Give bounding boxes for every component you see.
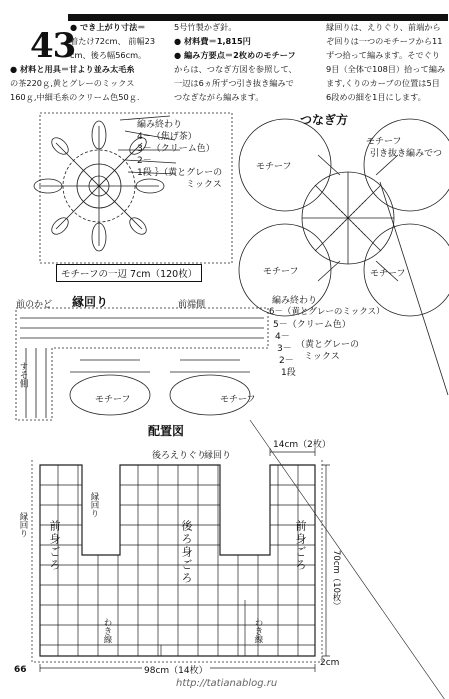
- edging-front-edge: 前端側: [178, 300, 206, 310]
- joining-motif-label: モチーフ: [256, 162, 292, 172]
- edging-legend-round6: 6－（黄とグレーのミックス）: [269, 307, 385, 317]
- edging-legend-mix: （黄とグレーの: [296, 340, 360, 350]
- motif-caption: モチーフの一辺 7cm（120枚）: [56, 264, 202, 282]
- edging-legend-round3: 3－: [277, 344, 292, 354]
- edging-legend-round2: 2－: [279, 356, 294, 366]
- layout-neckline: 後ろえりぐり: [152, 451, 207, 461]
- spec-line: ずつ拾って編みます。そでぐり: [326, 50, 440, 60]
- layout-side-seam-right: わき線: [253, 618, 263, 644]
- edging-legend-round5: 5－（クリーム色）: [273, 320, 351, 330]
- spec-line: ぞ回りは一つのモチーフから11: [326, 36, 443, 46]
- joining-title: つなぎ方: [300, 113, 349, 127]
- layout-left-front: 前身ごろ: [48, 520, 61, 572]
- spec-line: 縁回りは、えりぐり、前端から: [326, 22, 441, 32]
- watermark: http://tatianablog.ru: [176, 678, 278, 689]
- edging-front-corner: 前のかど: [16, 300, 53, 310]
- layout-hem-dim: 2cm: [320, 658, 340, 668]
- spec-line: 160ｇ,中細毛糸のクリーム色50ｇ.: [10, 92, 140, 102]
- spec-line: ● 材料と用具＝甘より並み太毛糸: [10, 64, 135, 74]
- spec-line: 9目（全体で108目）拾って編み: [326, 64, 446, 74]
- edging-chart: [16, 308, 445, 699]
- motif-legend-round2: 2－: [137, 156, 152, 166]
- layout-left-edging: 縁回り: [18, 512, 28, 538]
- spec-line: つなぎながら編みます。: [174, 92, 264, 102]
- spec-line: 5号竹製かぎ針。: [174, 22, 237, 32]
- motif-legend-end: 編み終わり: [137, 120, 183, 130]
- layout-top-dim: 14cm（2枚）: [273, 440, 331, 450]
- motif-legend-round3: 3－（クリーム色）: [137, 144, 215, 154]
- layout-height-dim: 70cm（10枚）: [331, 550, 341, 611]
- edging-legend-mix-2: ミックス: [304, 352, 340, 362]
- joining-motif-label: モチーフ: [370, 269, 406, 279]
- layout-back: 後ろ身ごろ: [180, 520, 193, 585]
- edging-motif-label: モチーフ: [95, 395, 131, 405]
- layout-width-dim: 98cm（14枚）: [142, 663, 210, 676]
- pattern-number: 43: [30, 26, 76, 66]
- motif-legend-round1: 1段 ｝（黄とグレーの: [137, 168, 223, 178]
- layout-title: 配置図: [148, 424, 185, 438]
- layout-right-front: 前身ごろ: [294, 520, 307, 572]
- spec-line: 一辺は6ヵ所ずつ引き抜き編みで: [174, 78, 294, 88]
- edging-title: 縁回り: [72, 295, 109, 309]
- edging-legend-end: 編み終わり: [272, 296, 318, 306]
- spec-line: からは、つなぎ方図を参照して、: [174, 64, 297, 74]
- edging-legend-round1: 1段: [281, 368, 296, 378]
- joining-motif-label: モチーフ: [366, 137, 402, 147]
- motif-legend-round4: 4－（焦げ茶）: [137, 132, 197, 142]
- layout-side-seam-left: わき線: [102, 618, 112, 644]
- layout-inner-edging: 縁回り: [89, 492, 99, 518]
- edging-hem-side: すそ側: [18, 362, 28, 388]
- spec-line: cm、後ろ幅56cm。: [70, 50, 147, 60]
- joining-note: 引き抜き編みでつ: [370, 149, 443, 159]
- spec-line: 6段めの細を1目にします。: [326, 92, 426, 102]
- spec-line: ● 材料費＝1,815円: [174, 36, 251, 46]
- layout-edging: 縁回り: [204, 451, 232, 461]
- spec-line: ● 編み方要点＝2枚めのモチーフ: [174, 50, 296, 60]
- spec-line: の茶220ｇ,黄とグレーのミックス: [10, 78, 135, 88]
- motif-legend-mix: ミックス: [186, 180, 222, 190]
- edging-motif-label: モチーフ: [220, 395, 256, 405]
- spec-line: 着たけ72cm、 前幅23: [70, 36, 156, 46]
- spec-line: ● でき上がり寸法＝: [70, 22, 146, 32]
- spec-line: ます,くりのカーブの位置は5目: [326, 78, 440, 88]
- joining-motif-label: モチーフ: [263, 267, 299, 277]
- edging-legend-round4: 4－: [275, 332, 290, 342]
- page-number: 66: [14, 665, 27, 675]
